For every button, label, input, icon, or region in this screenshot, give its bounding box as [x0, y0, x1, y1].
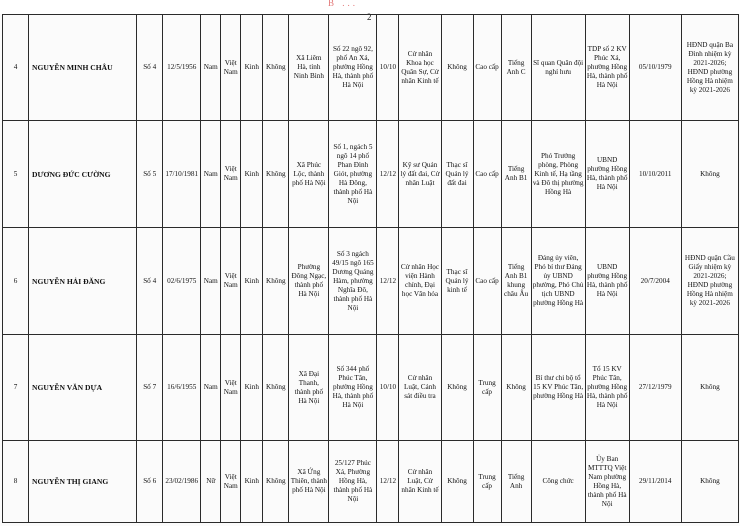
cell-ethnicity: Kinh: [241, 15, 263, 121]
cell-ethnicity: Kinh: [241, 441, 263, 523]
cell-unit: Số 4: [137, 228, 163, 335]
cell-residence: Số 3 ngách 49/15 ngõ 165 Dương Quảng Hàm, phường Nghĩa Đô, thành phố Hà Nội: [329, 228, 377, 335]
cell-degree: Không: [441, 15, 473, 121]
cell-hometown: Xã Phúc Lộc, thành phố Hà Nội: [289, 121, 329, 228]
cell-workplace: UBND phường Hồng Hà, thành phố Hà Nội: [585, 121, 629, 228]
cell-political: Cao cấp: [473, 15, 501, 121]
cell-language: Tiếng Anh B1: [501, 121, 531, 228]
cell-nationality: Việt Nam: [221, 441, 241, 523]
cell-occupation: Đảng ủy viên, Phó bí thư Đảng ủy UBND phường, Phó Chủ tịch UBND phường Hồng Hà: [531, 228, 585, 335]
table-row: [3, 335, 739, 441]
cell-unit: Số 6: [137, 441, 163, 523]
cell-stt: 5: [3, 121, 29, 228]
cell-language: Không: [501, 335, 531, 441]
cell-ethnicity: Kinh: [241, 335, 263, 441]
cell-name: DƯƠNG ĐỨC CƯỜNG: [29, 121, 137, 228]
cell-occupation: Công chức: [531, 441, 585, 523]
cell-council: HĐND quận Ba Đình nhiệm kỳ 2021-2026; HĐND phường Hồng Hà nhiệm kỳ 2021-2026: [681, 15, 738, 121]
cell-degree: Thạc sĩ Quản lý kinh tế: [441, 228, 473, 335]
cell-religion: Không: [263, 228, 289, 335]
cell-degree: Không: [441, 441, 473, 523]
cell-party-date: 27/12/1979: [629, 335, 681, 441]
cell-name: NGUYỄN MINH CHÂU: [29, 15, 137, 121]
cell-gender: Nam: [201, 228, 221, 335]
cell-general-edu: 12/12: [377, 121, 399, 228]
cell-nationality: Việt Nam: [221, 121, 241, 228]
page-number: 2: [367, 12, 372, 22]
table-row: [3, 15, 739, 121]
cell-gender: Nam: [201, 335, 221, 441]
cell-residence: 25/127 Phúc Xá, Phường Hồng Hà, thành phố Hà Nội: [329, 441, 377, 523]
cell-general-edu: 12/12: [377, 441, 399, 523]
cell-stt: 4: [3, 15, 29, 121]
cell-unit: Số 5: [137, 121, 163, 228]
cell-dob: 02/6/1975: [163, 228, 201, 335]
cell-dob: 16/6/1955: [163, 335, 201, 441]
cell-name: NGUYỄN VĂN DỰA: [29, 335, 137, 441]
cell-degree: Thạc sĩ Quản lý đất đai: [441, 121, 473, 228]
cell-gender: Nam: [201, 15, 221, 121]
cell-name: NGUYỄN THỊ GIANG: [29, 441, 137, 523]
cell-occupation: Phó Trưởng phòng, Phòng Kinh tế, Hạ tầng và Đô thị phường Hồng Hà: [531, 121, 585, 228]
cell-specialty: Cử nhân Khoa học Quân Sự, Cử nhân Kinh tế: [399, 15, 441, 121]
cell-unit: Số 7: [137, 335, 163, 441]
cell-party-date: 10/10/2011: [629, 121, 681, 228]
cell-party-date: 05/10/1979: [629, 15, 681, 121]
cell-hometown: Phường Đông Ngạc, thành phố Hà Nội: [289, 228, 329, 335]
cell-stt: 7: [3, 335, 29, 441]
cell-dob: 12/5/1956: [163, 15, 201, 121]
cell-language: Tiếng Anh C: [501, 15, 531, 121]
cell-council: Không: [681, 335, 738, 441]
cell-specialty: Cử nhân Luật, Cảnh sát điều tra: [399, 335, 441, 441]
cell-hometown: Xã Ứng Thiên, thành phố Hà Nội: [289, 441, 329, 523]
cell-party-date: 29/11/2014: [629, 441, 681, 523]
cell-residence: Số 344 phố Phúc Tân, phường Hồng Hà, thành phố Hà Nội: [329, 335, 377, 441]
table-row: [3, 441, 739, 523]
cell-stt: 8: [3, 441, 29, 523]
cell-dob: 23/02/1986: [163, 441, 201, 523]
table-row: [3, 121, 739, 228]
cell-gender: Nam: [201, 121, 221, 228]
cell-political: Cao cấp: [473, 121, 501, 228]
cell-name: NGUYỄN HẢI ĐĂNG: [29, 228, 137, 335]
cell-workplace: Ủy Ban MTTTQ Việt Nam phường Hồng Hà, thành phố Hà Nội: [585, 441, 629, 523]
table-row: [3, 228, 739, 335]
cell-language: Tiếng Anh B1 khung châu Âu: [501, 228, 531, 335]
cell-hometown: Xã Liêm Hà, tỉnh Ninh Bình: [289, 15, 329, 121]
cell-occupation: Sĩ quan Quân đội nghỉ hưu: [531, 15, 585, 121]
cell-ethnicity: Kinh: [241, 121, 263, 228]
cell-general-edu: 10/10: [377, 15, 399, 121]
cell-religion: Không: [263, 15, 289, 121]
cell-council: Không: [681, 121, 738, 228]
cell-workplace: Tổ 15 KV Phúc Tân, phường Hồng Hà, thành phố Hà Nội: [585, 335, 629, 441]
cell-council: Không: [681, 441, 738, 523]
cell-ethnicity: Kinh: [241, 228, 263, 335]
cell-nationality: Việt Nam: [221, 15, 241, 121]
cell-general-edu: 12/12: [377, 228, 399, 335]
cell-general-edu: 10/10: [377, 335, 399, 441]
cell-political: Trung cấp: [473, 441, 501, 523]
candidate-table: [2, 14, 739, 523]
cell-religion: Không: [263, 335, 289, 441]
cell-language: Tiếng Anh: [501, 441, 531, 523]
cell-religion: Không: [263, 441, 289, 523]
cell-workplace: UBND phường Hồng Hà, thành phố Hà Nội: [585, 228, 629, 335]
cell-residence: Số 22 ngõ 92, phố An Xá, phường Hồng Hà, thành phố Hà Nội: [329, 15, 377, 121]
cell-specialty: Cử nhân Học viện Hành chính, Đại học Văn hóa: [399, 228, 441, 335]
cell-specialty: Kỹ sư Quản lý đất đai, Cử nhân Luật: [399, 121, 441, 228]
cell-nationality: Việt Nam: [221, 335, 241, 441]
cell-occupation: Bí thư chi bộ tổ 15 KV Phúc Tân, phường Hồng Hà: [531, 335, 585, 441]
red-stamp: B ...: [328, 0, 359, 8]
cell-workplace: TDP số 2 KV Phúc Xá, phường Hồng Hà, thành phố Hà Nội: [585, 15, 629, 121]
cell-political: Trung cấp: [473, 335, 501, 441]
cell-nationality: Việt Nam: [221, 228, 241, 335]
cell-council: HĐND quận Cầu Giấy nhiệm kỳ 2021-2026; HĐND phường Hồng Hà nhiệm kỳ 2021-2026: [681, 228, 738, 335]
cell-hometown: Xã Đại Thanh, thành phố Hà Nội: [289, 335, 329, 441]
cell-gender: Nữ: [201, 441, 221, 523]
cell-party-date: 20/7/2004: [629, 228, 681, 335]
cell-political: Cao cấp: [473, 228, 501, 335]
cell-specialty: Cử nhân Luật, Cử nhân Kinh tế: [399, 441, 441, 523]
cell-religion: Không: [263, 121, 289, 228]
cell-residence: Số 1, ngách 5 ngõ 14 phố Phan Đình Giót, phường Hà Đông, thành phố Hà Nội: [329, 121, 377, 228]
cell-degree: Không: [441, 335, 473, 441]
cell-stt: 6: [3, 228, 29, 335]
cell-unit: Số 4: [137, 15, 163, 121]
cell-dob: 17/10/1981: [163, 121, 201, 228]
